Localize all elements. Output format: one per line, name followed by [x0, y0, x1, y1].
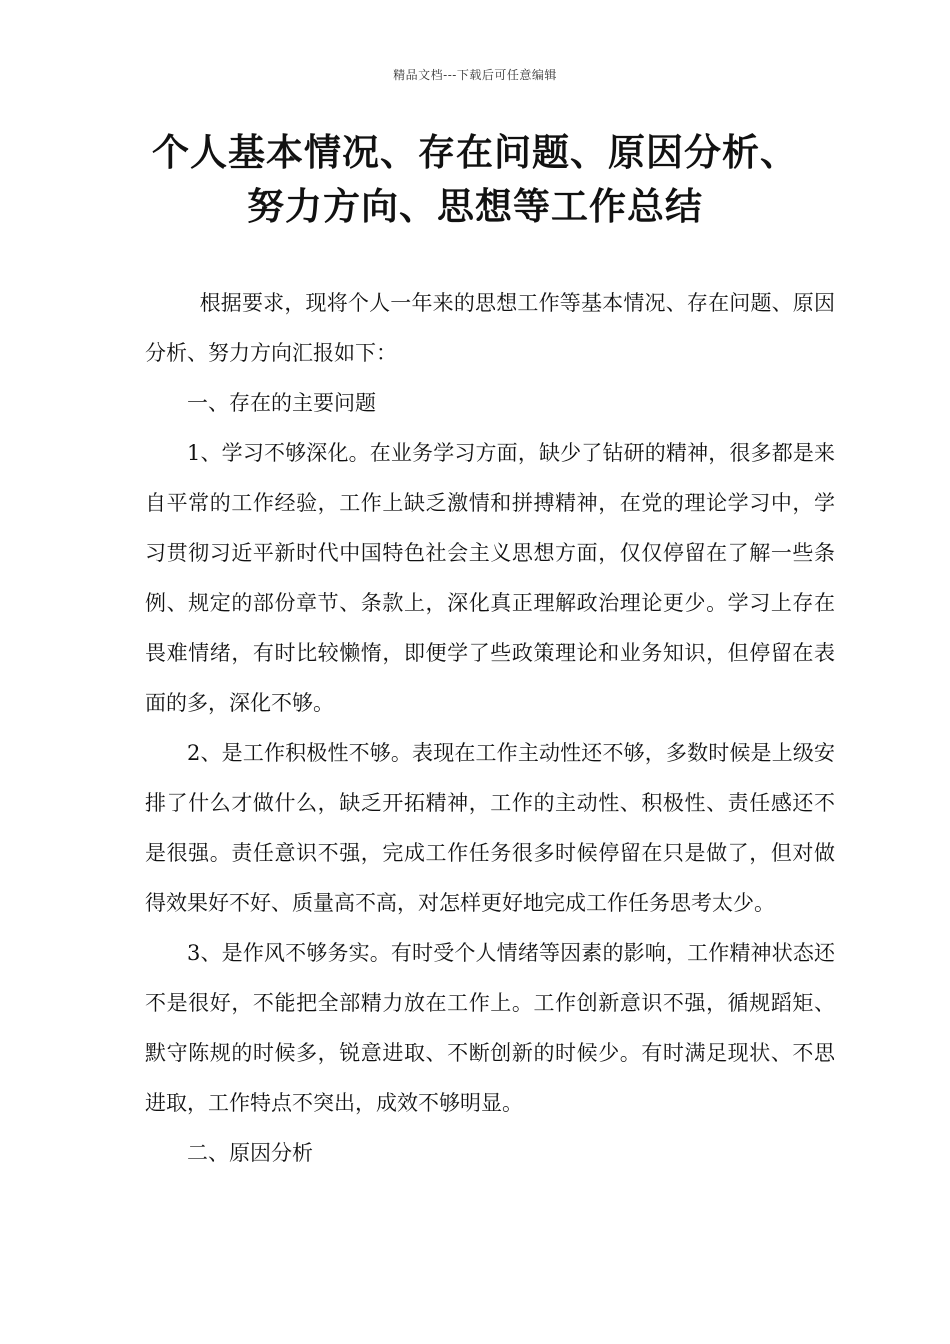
problem-paragraph-1: 1、学习不够深化。在业务学习方面，缺少了钻研的精神，很多都是来自平常的工作经验，工作上缺乏激情和拼搏精神，在党的理论学习中，学习贯彻习近平新时代中国特色社会主义思想方面，仅仅停留在了解一些条例、规定的部份章节、条款上，深化真正理解政治理论更少。学习上存在畏难情绪，有时比较懒惰，即便学了些政策理论和业务知识，但停留在表面的多，深化不够。: [145, 441, 835, 715]
title-line-2: 努力方向、思想等工作总结: [247, 185, 703, 228]
intro-paragraph: 根据要求，现将个人一年来的思想工作等基本情况、存在问题、原因分析、努力方向汇报如下：: [145, 291, 835, 365]
document-title: [0, 126, 950, 234]
section-heading-problems: 一、存在的主要问题: [187, 391, 376, 415]
problem-paragraph-3: 3、是作风不够务实。有时受个人情绪等因素的影响，工作精神状态还不是很好，不能把全部精力放在工作上。工作创新意识不强，循规蹈矩、默守陈规的时候多，锐意进取、不断创新的时候少。有时满足现状、不思进取，工作特点不突出，成效不够明显。: [145, 941, 835, 1115]
section-heading-causes: 二、原因分析: [187, 1141, 313, 1165]
header-note: 精品文档---下载后可任意编辑: [393, 68, 557, 82]
title-line-1: 个人基本情况、存在问题、原因分析、: [152, 131, 798, 174]
problem-paragraph-2: 2、是工作积极性不够。表现在工作主动性还不够，多数时候是上级安排了什么才做什么，缺乏开拓精神，工作的主动性、积极性、责任感还不是很强。责任意识不强，完成工作任务很多时候停留在只是做了，但对做得效果好不好、质量高不高，对怎样更好地完成工作任务思考太少。: [145, 741, 835, 915]
document-body: [145, 278, 835, 1178]
